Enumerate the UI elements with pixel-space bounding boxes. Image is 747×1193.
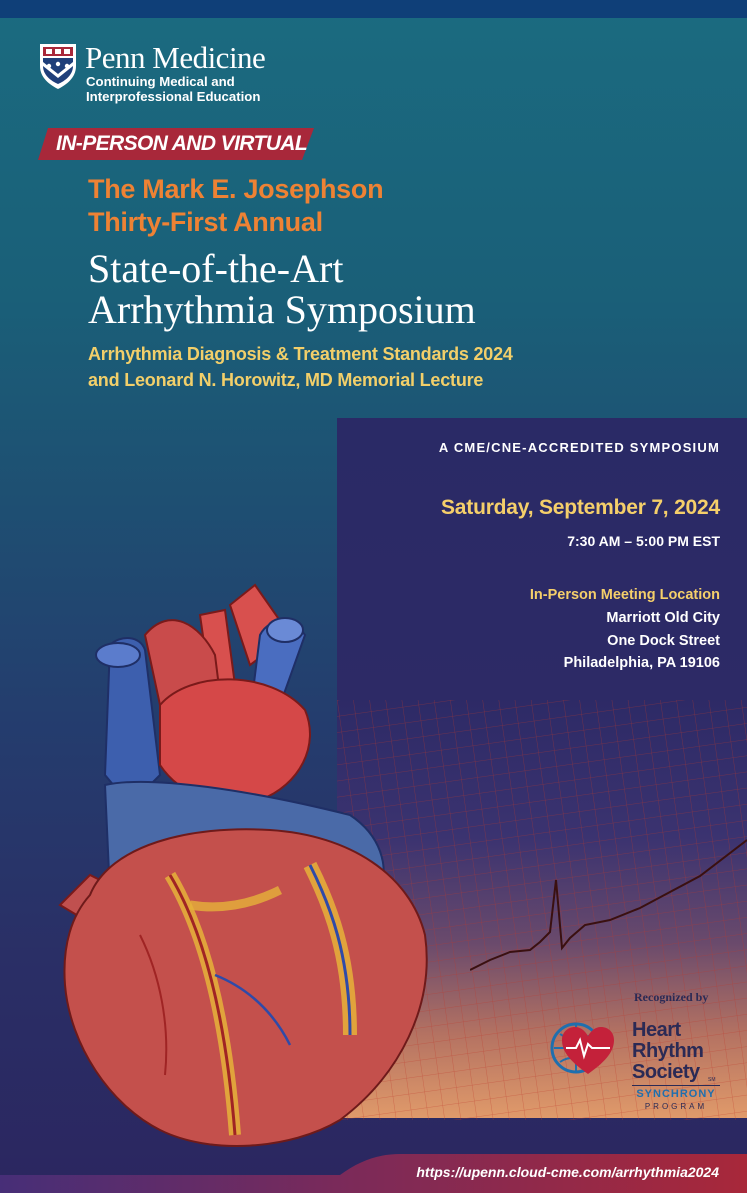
top-bar <box>0 0 747 18</box>
banner-text: IN-PERSON AND VIRTUAL <box>56 132 308 155</box>
program-label: PROGRAM <box>644 1102 708 1111</box>
format-banner <box>38 128 314 160</box>
heart-rhythm-society-logo <box>548 1018 618 1078</box>
recognition-block <box>548 988 728 1123</box>
title-line-1: The Mark E. Josephson <box>88 174 384 204</box>
event-date: Saturday, September 7, 2024 <box>440 496 720 519</box>
brand-subtitle-line-2: Interprofessional Education <box>86 88 261 104</box>
title-line-4: Arrhythmia Symposium <box>88 287 476 332</box>
service-mark: SM <box>708 1077 716 1083</box>
program-name: SYNCHRONY <box>636 1088 716 1100</box>
brand-name: Penn Medicine <box>85 40 266 75</box>
divider <box>632 1085 720 1086</box>
penn-shield-icon <box>38 42 78 90</box>
title-line-3: State-of-the-Art <box>88 246 344 291</box>
subtitle-line-1: Arrhythmia Diagnosis & Treatment Standards 2024 <box>88 344 513 364</box>
org-name-line-1: Heart <box>632 1019 681 1041</box>
brand-subtitle <box>86 75 260 104</box>
location-line-2: One Dock Street <box>607 633 720 649</box>
ecg-trace <box>470 820 747 980</box>
location-line-1: Marriott Old City <box>606 610 720 626</box>
brand-subtitle-line-1: Continuing Medical and <box>86 74 235 89</box>
recognized-by-label: Recognized by <box>634 990 709 1004</box>
title-line-2: Thirty-First Annual <box>88 207 323 237</box>
location-label: In-Person Meeting Location <box>529 587 720 603</box>
org-name-line-2: Rhythm <box>632 1040 704 1062</box>
org-name <box>632 1020 703 1083</box>
accreditation-label: A CME/CNE-ACCREDITED SYMPOSIUM <box>438 440 720 455</box>
heart-illustration <box>50 575 440 1155</box>
location-line-3: Philadelphia, PA 19106 <box>563 655 720 671</box>
org-name-line-3: Society <box>632 1061 700 1083</box>
registration-link[interactable]: https://upenn.cloud-cme.com/arrhythmia2024 <box>416 1164 719 1180</box>
penn-medicine-logo <box>38 42 338 108</box>
event-time: 7:30 AM – 5:00 PM EST <box>567 533 720 549</box>
subtitle-line-2: and Leonard N. Horowitz, MD Memorial Lecture <box>88 370 484 390</box>
